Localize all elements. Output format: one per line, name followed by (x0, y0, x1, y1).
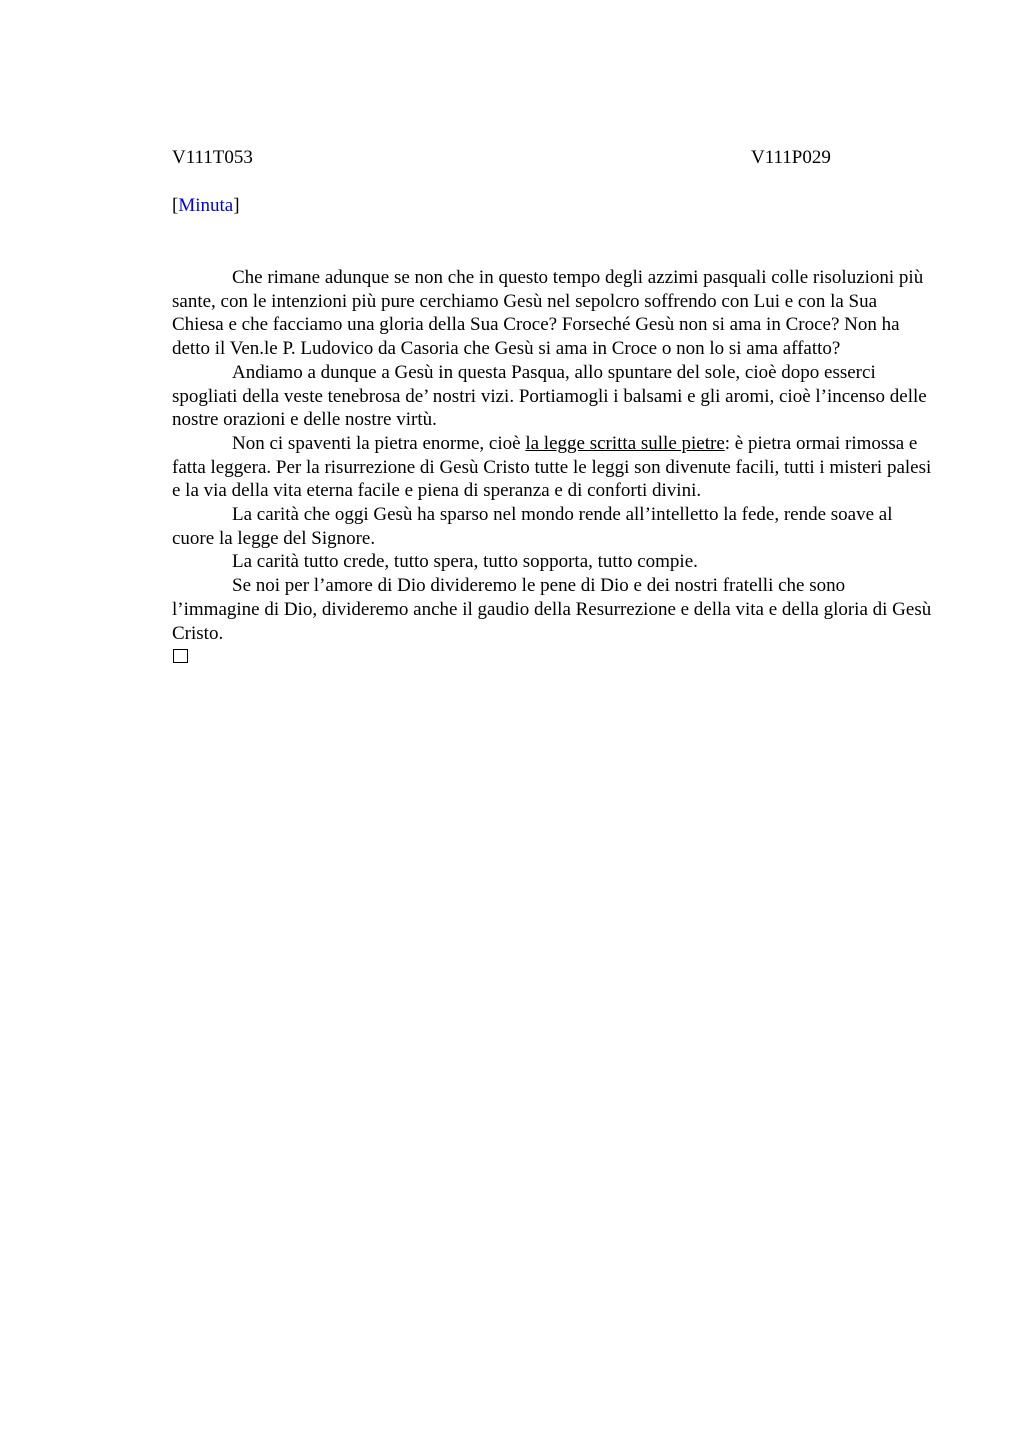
paragraph-3-after: : è pietra ormai rimossa e fatta leggera. Per la risurrezione di Gesù Cristo tutte le leggi son divenute facili, tutti i misteri palesi e la via della vita eterna facile e piena di speranza e di conforti divini. (172, 432, 932, 502)
document-code-left: V111T053 (172, 147, 253, 168)
document-body (172, 266, 932, 663)
paragraph-3 (172, 432, 932, 503)
underlined-phrase: la legge scritta sulle pietre (525, 432, 725, 454)
document-page (172, 146, 932, 663)
document-code-right: V111P029 (751, 147, 831, 168)
paragraph-3-before: Non ci spaventi la pietra enorme, cioè (232, 432, 526, 454)
paragraph-1: Che rimane adunque se non che in questo tempo degli azzimi pasquali colle risoluzioni più sante, con le intenzioni più pure cerchiamo Gesù nel sepolcro soffrendo con Lui e con la Sua Chiesa e che facciamo una gloria della Sua Croce? Forseché Gesù non si ama in Croce? Non ha detto il Ven.le P. Ludovico da Casoria che Gesù si ama in Croce o non lo si ama affatto? (172, 267, 924, 360)
paragraph-2: Andiamo a dunque a Gesù in questa Pasqua, allo spuntare del sole, cioè dopo esserci spogliati della veste tenebrosa de’ nostri vizi. Portiamogli i balsami e gli aromi, cioè l’incenso delle nostre orazioni e delle nostre virtù. (172, 361, 927, 431)
paragraph-4: La carità che oggi Gesù ha sparso nel mondo rende all’intelletto la fede, rende soave al cuore la legge del Signore. (172, 504, 893, 549)
close-bracket: ] (233, 195, 240, 216)
empty-square-icon (173, 649, 188, 663)
open-bracket: [ (172, 195, 179, 216)
minuta-line (172, 194, 932, 218)
paragraph-5: La carità tutto crede, tutto spera, tutto sopporta, tutto compie. (232, 551, 698, 573)
document-header (172, 146, 932, 170)
paragraph-6: Se noi per l’amore di Dio divideremo le pene di Dio e dei nostri fratelli che sono l’immagine di Dio, divideremo anche il gaudio della Resurrezione e della vita e della gloria di Gesù Cristo. (172, 575, 932, 644)
minuta-link[interactable]: Minuta (178, 195, 234, 216)
